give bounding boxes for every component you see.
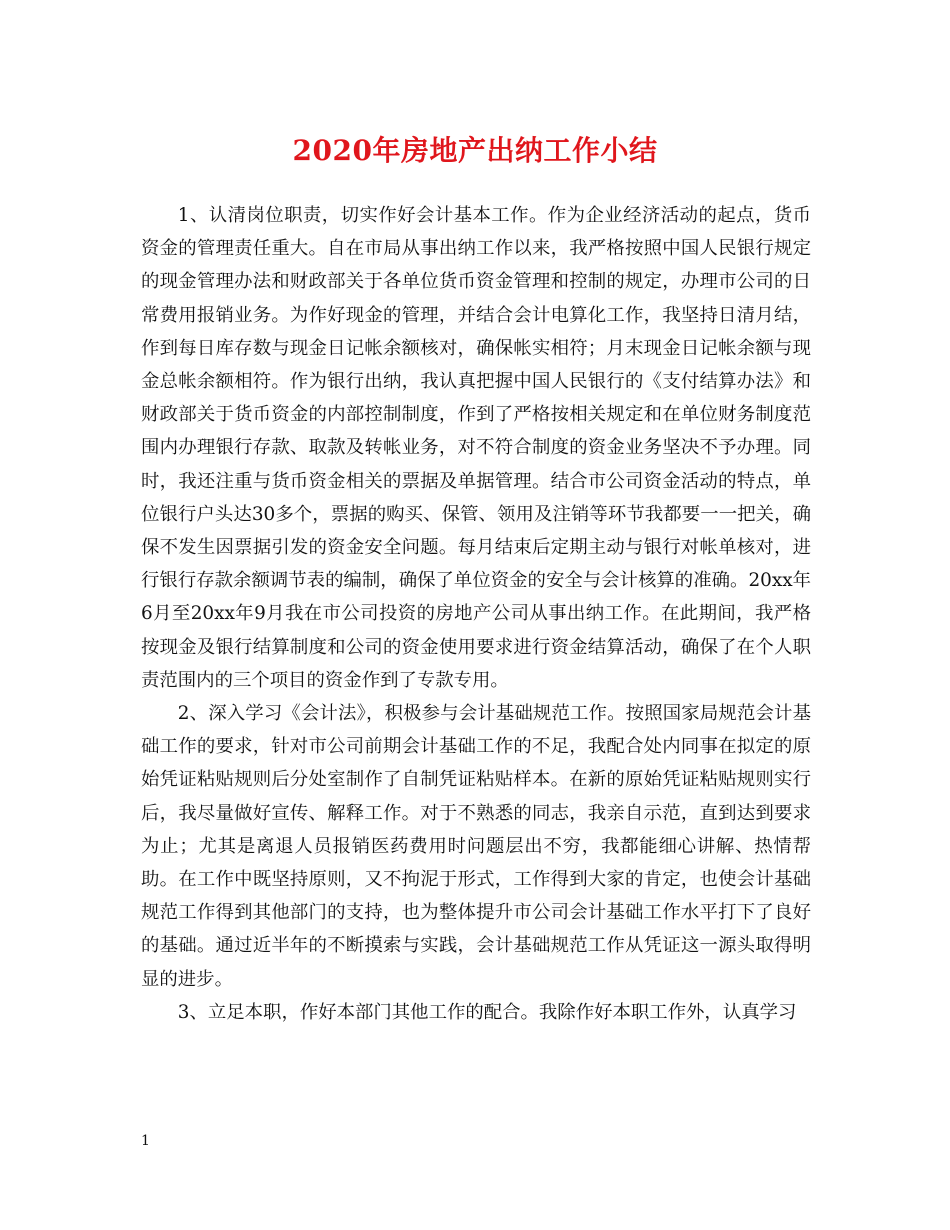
paragraph-2: 2、深入学习《会计法》，积极参与会计基础规范工作。按照国家局规范会计基础工作的要求，针对市公司前期会计基础工作的不足，我配合处内同事在拟定的原始凭证粘贴规则后分处室制作了自制凭证粘贴样本。在新的原始凭证粘贴规则实行后，我尽量做好宣传、解释工作。对于不熟悉的同志，我亲自示范，直到达到要求为止；尤其是离退人员报销医药费用时问题层出不穷，我都能细心讲解、热情帮助。在工作中既坚持原则，又不拘泥于形式，工作得到大家的肯定，也使会计基础规范工作得到其他部门的支持，也为整体提升市公司会计基础工作水平打下了良好的基础。通过近半年的不断摸索与实践，会计基础规范工作从凭证这一源头取得明显的进步。	[141, 703, 811, 990]
page-number: 1	[141, 1133, 150, 1149]
document-title: 2020年房地产出纳工作小结	[292, 134, 658, 167]
document-body	[141, 199, 811, 1029]
paragraph-1: 1、认清岗位职责，切实作好会计基本工作。作为企业经济活动的起点，货币资金的管理责任重大。自在市局从事出纳工作以来，我严格按照中国人民银行规定的现金管理办法和财政部关于各单位货币资金管理和控制的规定，办理市公司的日常费用报销业务。为作好现金的管理，并结合会计电算化工作，我坚持日清月结，作到每日库存数与现金日记帐余额核对，确保帐实相符；月末现金日记帐余额与现金总帐余额相符。作为银行出纳，我认真把握中国人民银行的《支付结算办法》和财政部关于货币资金的内部控制制度，作到了严格按相关规定和在单位财务制度范围内办理银行存款、取款及转帐业务，对不符合制度的资金业务坚决不予办理。同时，我还注重与货币资金相关的票据及单据管理。结合市公司资金活动的特点，单位银行户头达30多个，票据的购买、保管、领用及注销等环节我都要一一把关，确保不发生因票据引发的资金安全问题。每月结束后定期主动与银行对帐单核对，进行银行存款余额调节表的编制，确保了单位资金的安全与会计核算的准确。20xx年6月至20xx年9月我在市公司投资的房地产公司从事出纳工作。在此期间，我严格按现金及银行结算制度和公司的资金使用要求进行资金结算活动，确保了在个人职责范围内的三个项目的资金作到了专款专用。	[141, 205, 811, 691]
paragraph-3: 3、立足本职，作好本部门其他工作的配合。我除作好本职工作外，认真学习	[177, 1001, 797, 1023]
